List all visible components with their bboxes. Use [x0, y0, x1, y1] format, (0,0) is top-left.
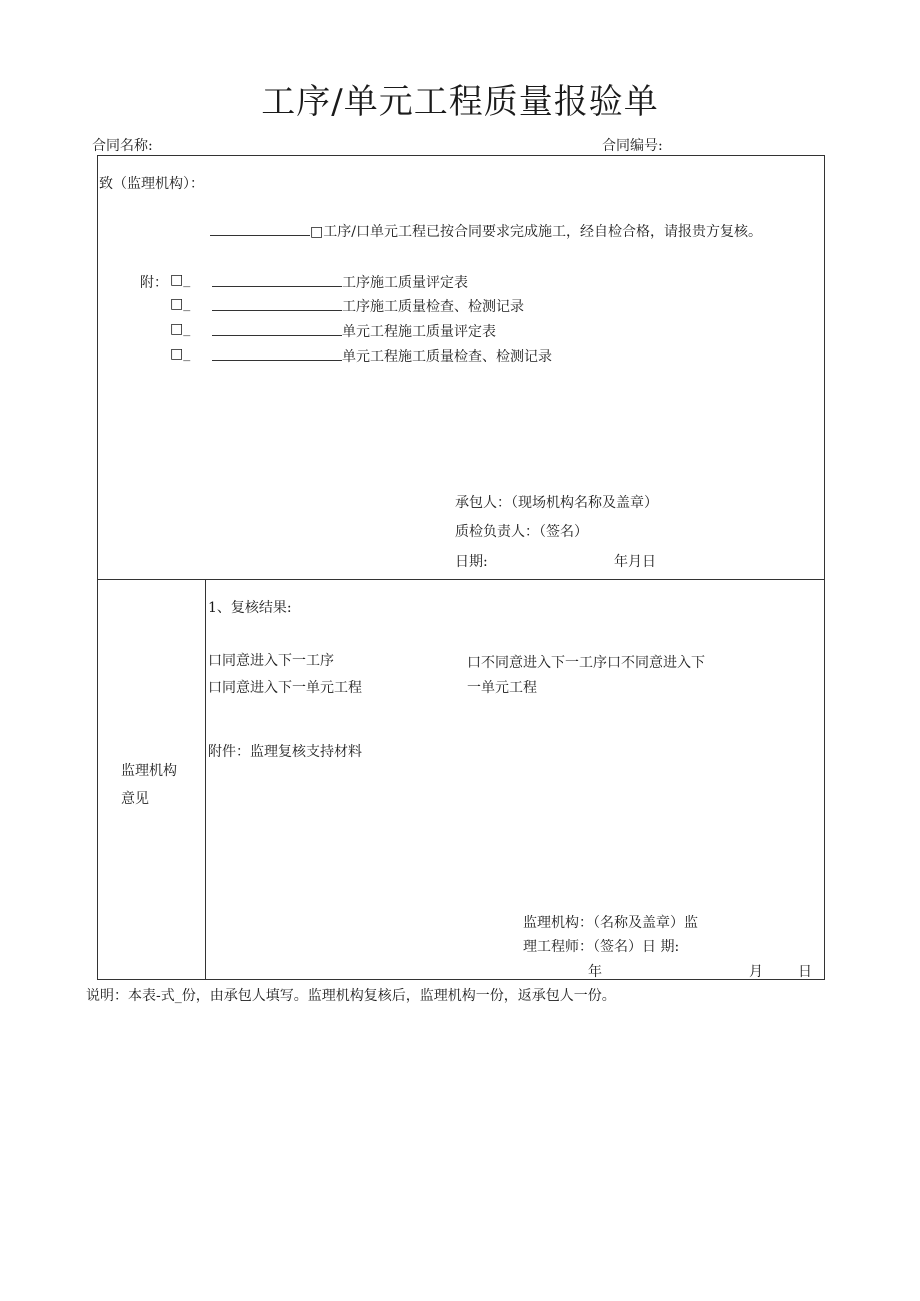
date-label: 日期:	[455, 554, 488, 570]
attachment-checkbox-1[interactable]: □_	[170, 272, 191, 288]
attachment-item-3	[212, 321, 496, 341]
disagree-line-1[interactable]: 口不同意进入下一工序口不同意进入下	[467, 655, 705, 671]
contract-no-label: 合同编号:	[602, 138, 663, 154]
attachment-item-2	[212, 296, 524, 316]
attachment-item-4	[212, 346, 552, 366]
attachment-label: 工序施工质量评定表	[342, 275, 468, 291]
date-month: 月	[749, 964, 763, 980]
qc-label: 质检负责人：（签名）	[455, 524, 588, 540]
side-label-line1: 监理机构	[121, 763, 177, 779]
engineer-sign-label: 理工程师：（签名）日 期:	[523, 939, 680, 955]
attachment-blank[interactable]	[212, 348, 342, 361]
attachment-blank[interactable]	[212, 274, 342, 287]
org-sign-label: 监理机构：（名称及盖章）监	[523, 915, 698, 931]
page-title: 工序/单元工程质量报验单	[261, 82, 659, 122]
attachment-checkbox-4[interactable]: □_	[170, 346, 191, 362]
attachment-blank[interactable]	[212, 298, 342, 311]
to-label: 致（监理机构）：	[99, 176, 204, 192]
statement-line	[210, 221, 762, 241]
agree-next-process[interactable]: 口同意进入下一工序	[208, 653, 334, 669]
supervision-attachment: 附件：监理复核支持材料	[208, 744, 362, 760]
disagree-line-2[interactable]: 一单元工程	[467, 680, 537, 696]
date-year: 年	[588, 964, 602, 980]
section-divider	[97, 579, 825, 580]
contractor-label: 承包人：（现场机构名称及盖章）	[455, 495, 658, 511]
agree-next-unit[interactable]: 口同意进入下一单元工程	[208, 680, 362, 696]
attachment-label: 单元工程施工质量检查、检测记录	[342, 349, 552, 365]
attachment-label: 单元工程施工质量评定表	[342, 324, 496, 340]
contract-name-label: 合同名称:	[92, 138, 153, 154]
date-suffix: 年月日	[614, 554, 656, 570]
review-title: 1、复核结果:	[208, 600, 292, 616]
footer-note: 说明：本表-式_份，由承包人填写。监理机构复核后，监理机构一份，返承包人一份。	[86, 988, 616, 1004]
attach-label: 附：	[140, 275, 168, 291]
statement-text: □工序/口单元工程已按合同要求完成施工，经自检合格，请报贵方复核。	[310, 224, 762, 240]
column-divider	[205, 579, 206, 980]
attachment-checkbox-3[interactable]: □_	[170, 321, 191, 337]
attachment-item-1	[212, 272, 468, 292]
attachment-label: 工序施工质量检查、检测记录	[342, 299, 524, 315]
attachment-blank[interactable]	[212, 323, 342, 336]
date-day: 日	[798, 964, 812, 980]
side-label-line2: 意见	[121, 791, 149, 807]
attachment-checkbox-2[interactable]: □_	[170, 296, 191, 312]
work-item-blank[interactable]	[210, 223, 310, 236]
